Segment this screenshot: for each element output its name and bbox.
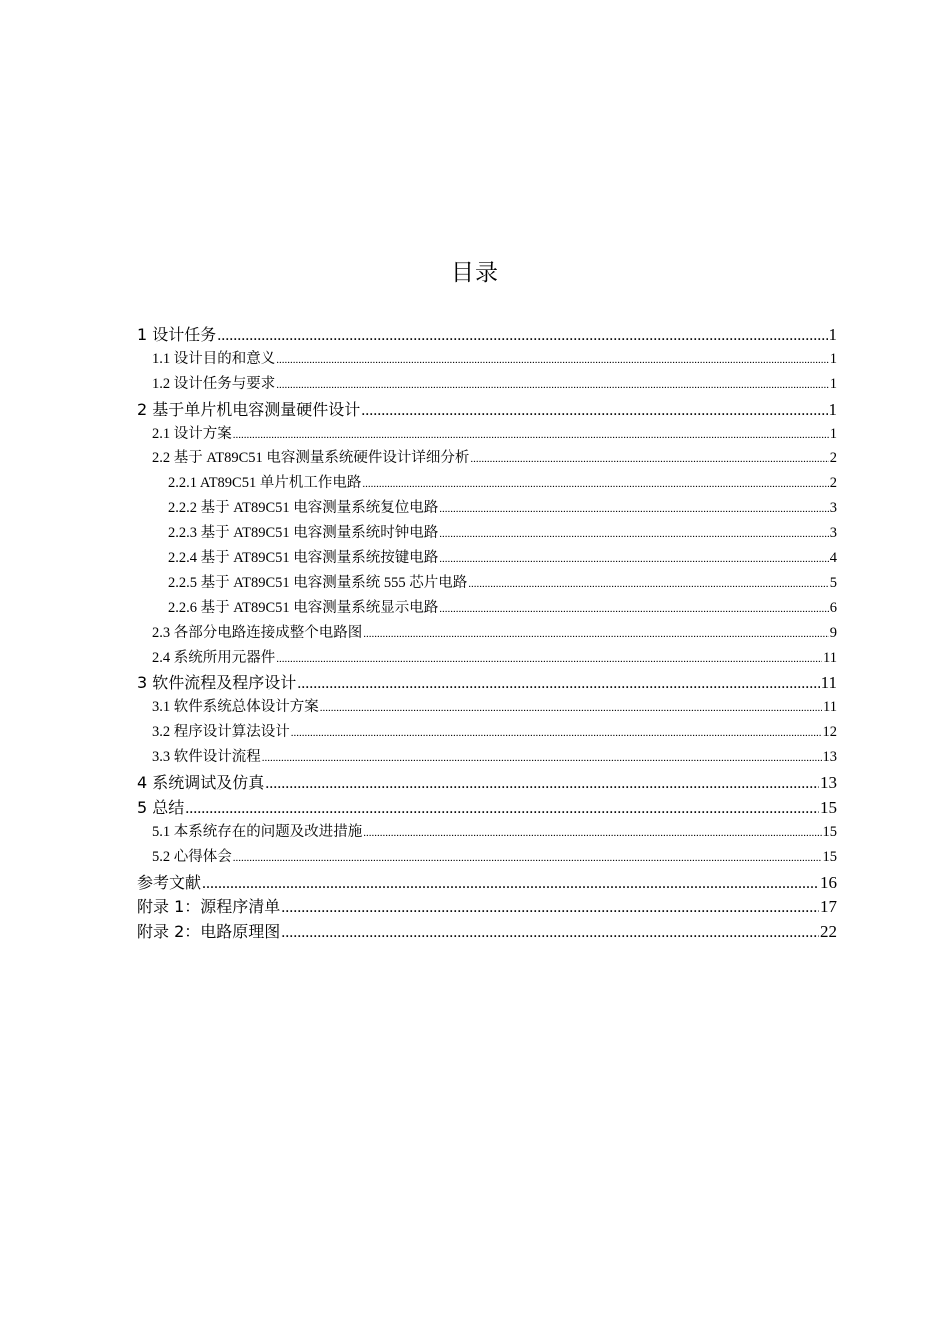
toc-leader-dots [439, 503, 828, 515]
toc-entry-page: 6 [829, 599, 837, 616]
toc-leader-dots [470, 453, 828, 465]
toc-leader-dots [276, 653, 822, 665]
toc-entry-page: 13 [820, 773, 837, 793]
toc-entry-label: 附录 2：电路原理图 [137, 922, 281, 942]
toc-entry-label: 附录 1：源程序清单 [137, 897, 281, 917]
toc-entry-label: 2.2.3 基于 AT89C51 电容测量系统时钟电路 [168, 525, 439, 542]
toc-entry-page: 3 [829, 525, 837, 542]
toc-entry-page: 13 [822, 749, 837, 766]
toc-leader-dots [297, 675, 819, 693]
toc-leader-dots [217, 327, 827, 345]
toc-entry[interactable] [137, 845, 837, 870]
toc-entry[interactable] [137, 446, 837, 471]
toc-entry-page: 12 [822, 724, 837, 741]
toc-entry[interactable] [137, 621, 837, 646]
toc-leader-dots [202, 875, 819, 893]
toc-entry[interactable] [137, 695, 837, 720]
toc-entry[interactable] [137, 372, 837, 397]
toc-entry-page: 15 [822, 823, 837, 840]
toc-entry-label: 3.1 软件系统总体设计方案 [152, 699, 319, 716]
toc-entry-page: 1 [828, 399, 837, 419]
toc-entry-page: 11 [823, 699, 837, 716]
toc-entry-page: 2 [829, 475, 837, 492]
toc-entry-page: 22 [820, 922, 837, 942]
toc-entry-label: 5 总结 [137, 797, 185, 817]
toc-entry[interactable] [137, 646, 837, 671]
toc-entry-label: 1.1 设计目的和意义 [152, 350, 276, 367]
toc-entry[interactable] [137, 496, 837, 521]
toc-entry-label: 4 系统调试及仿真 [137, 773, 265, 793]
toc-entry-label: 3.2 程序设计算法设计 [152, 724, 290, 741]
toc-entry-label: 2.3 各部分电路连接成整个电路图 [152, 624, 363, 641]
toc-leader-dots [291, 727, 822, 739]
toc-leader-dots [439, 553, 828, 565]
toc-entry-label: 2.4 系统所用元器件 [152, 649, 276, 666]
toc-entry[interactable] [137, 422, 837, 447]
toc-leader-dots [362, 478, 828, 490]
toc-entry-label: 5.2 心得体会 [152, 848, 232, 865]
toc-leader-dots [320, 702, 822, 714]
toc-leader-dots [276, 379, 829, 391]
toc-entry-page: 15 [820, 797, 837, 817]
toc-entry[interactable] [137, 745, 837, 770]
toc-entry-page: 1 [829, 375, 837, 392]
toc-entry-label: 2 基于单片机电容测量硬件设计 [137, 399, 361, 419]
toc-entry[interactable] [137, 322, 837, 347]
toc-entry-page: 11 [823, 649, 837, 666]
toc-entry-page: 17 [820, 897, 837, 917]
toc-entry-label: 3 软件流程及程序设计 [137, 673, 297, 693]
toc-entry-label: 5.1 本系统存在的问题及改进措施 [152, 823, 363, 840]
toc-entry-label: 参考文献 [137, 872, 202, 892]
toc-leader-dots [233, 852, 822, 864]
toc-entry[interactable] [137, 347, 837, 372]
toc-entry-label: 2.2.5 基于 AT89C51 电容测量系统 555 芯片电路 [168, 574, 468, 591]
toc-entry-label: 2.2.6 基于 AT89C51 电容测量系统显示电路 [168, 599, 439, 616]
toc-entry[interactable] [137, 596, 837, 621]
toc-entry[interactable] [137, 571, 837, 596]
toc-entry[interactable] [137, 720, 837, 745]
toc-leader-dots [281, 924, 819, 942]
toc-entry[interactable] [137, 521, 837, 546]
toc-entry-page: 3 [829, 500, 837, 517]
toc-leader-dots [468, 578, 828, 590]
toc-entry-page: 11 [820, 673, 837, 693]
toc-entry[interactable] [137, 397, 837, 422]
toc-leader-dots [262, 752, 822, 764]
toc-entry-page: 1 [829, 350, 837, 367]
toc-entry-page: 1 [829, 425, 837, 442]
toc-leader-dots [361, 402, 827, 420]
toc-leader-dots [363, 628, 829, 640]
toc-entry-label: 2.2.4 基于 AT89C51 电容测量系统按键电路 [168, 550, 439, 567]
toc-entry-page: 16 [820, 872, 837, 892]
toc-entry[interactable] [137, 471, 837, 496]
toc-entry[interactable] [137, 870, 837, 895]
toc-entry-label: 2.2.1 AT89C51 单片机工作电路 [168, 475, 362, 492]
toc-entry-page: 5 [829, 574, 837, 591]
table-of-contents [137, 322, 837, 944]
toc-entry-page: 1 [828, 325, 837, 344]
toc-entry-page: 4 [829, 550, 837, 567]
toc-entry[interactable] [137, 795, 837, 820]
toc-entry-label: 1 设计任务 [137, 325, 217, 344]
toc-leader-dots [276, 354, 829, 366]
toc-entry-page: 9 [829, 624, 837, 641]
toc-entry[interactable] [137, 546, 837, 571]
toc-entry-label: 2.1 设计方案 [152, 425, 232, 442]
toc-entry[interactable] [137, 820, 837, 845]
page-title: 目录 [451, 260, 499, 286]
toc-entry-label: 1.2 设计任务与要求 [152, 375, 276, 392]
toc-entry[interactable] [137, 770, 837, 795]
toc-leader-dots [363, 827, 821, 839]
toc-leader-dots [185, 800, 819, 818]
toc-leader-dots [439, 603, 828, 615]
toc-leader-dots [281, 899, 819, 917]
toc-entry-label: 2.2 基于 AT89C51 电容测量系统硬件设计详细分析 [152, 450, 470, 467]
toc-entry[interactable] [137, 894, 837, 919]
toc-entry-label: 3.3 软件设计流程 [152, 749, 261, 766]
toc-leader-dots [439, 528, 828, 540]
toc-leader-dots [265, 775, 819, 793]
toc-entry-page: 2 [829, 450, 837, 467]
toc-leader-dots [233, 429, 829, 441]
toc-entry[interactable] [137, 919, 837, 944]
toc-entry[interactable] [137, 670, 837, 695]
toc-entry-page: 15 [822, 848, 837, 865]
toc-entry-label: 2.2.2 基于 AT89C51 电容测量系统复位电路 [168, 500, 439, 517]
